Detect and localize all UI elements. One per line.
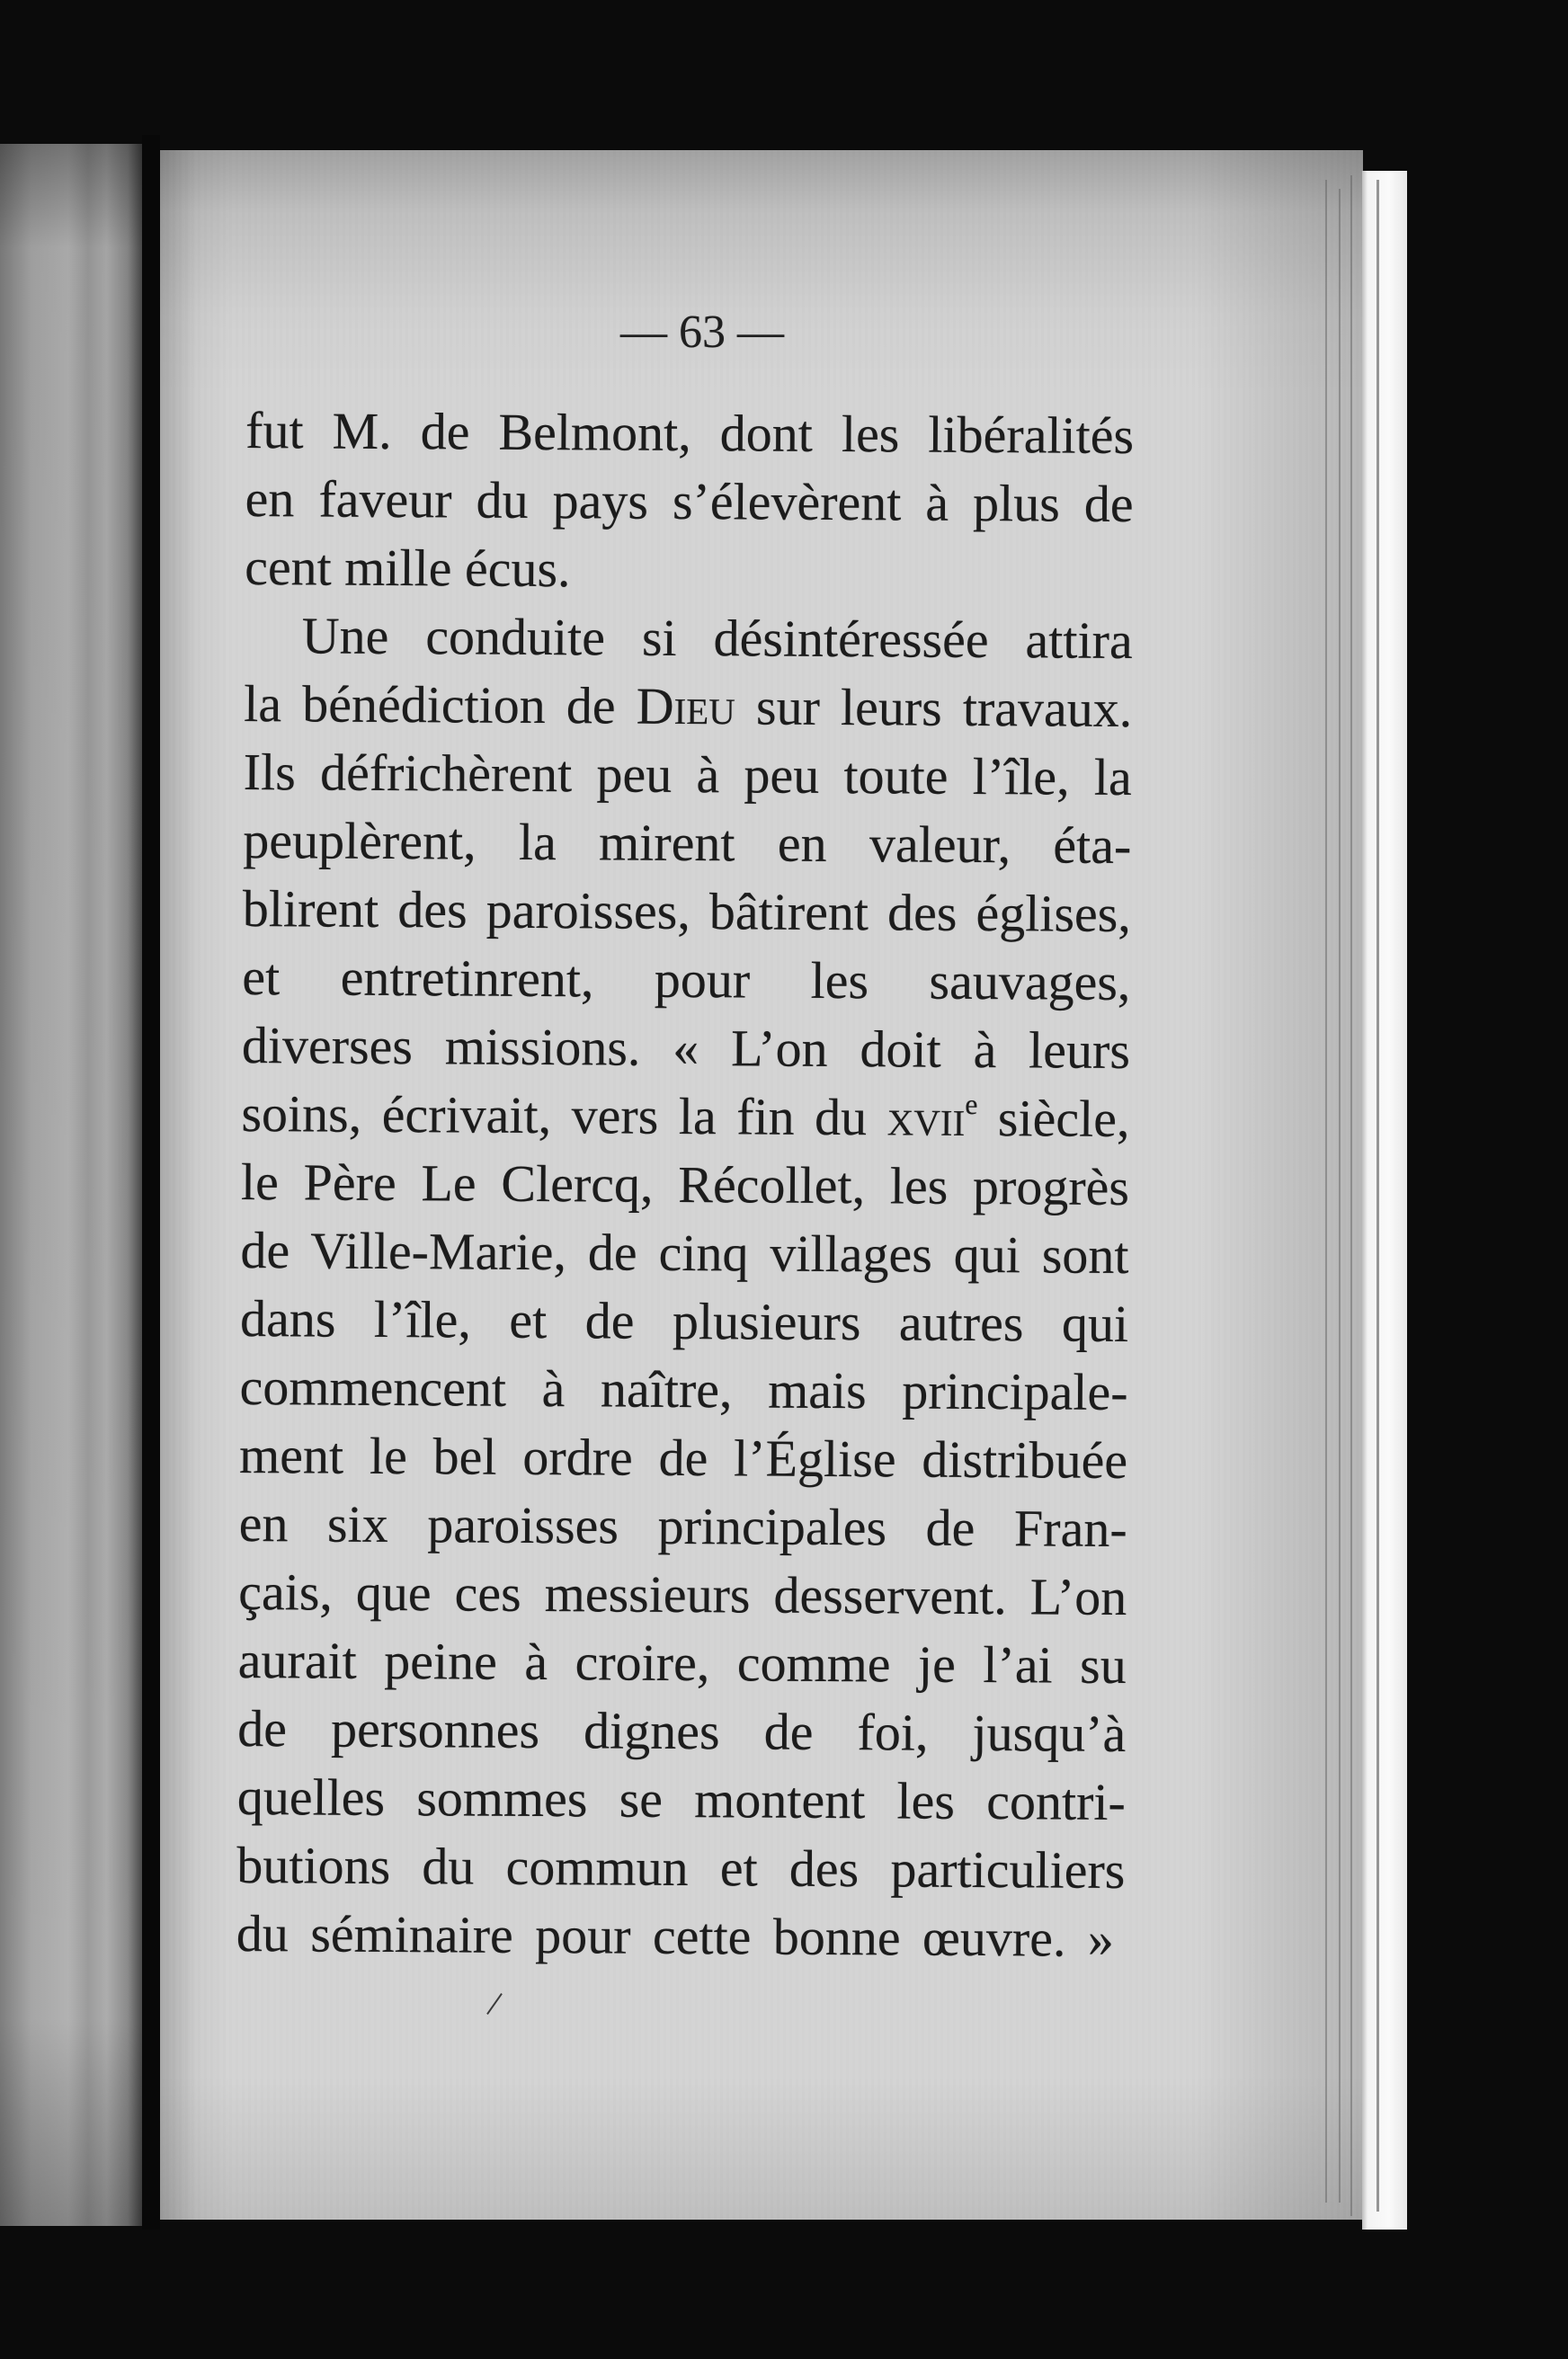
text-line: aurait peine à croire, comme je l’ai su bbox=[237, 1630, 1127, 1696]
text-line: cent mille écus. bbox=[244, 537, 571, 599]
text-line: du séminaire pour cette bonne œuvre. » bbox=[236, 1903, 1115, 1968]
paragraph bbox=[236, 601, 1133, 1973]
text-line: fut M. de Belmont, dont les libéralités bbox=[245, 400, 1135, 466]
text-line: ment le bel ordre de l’Église distribuée bbox=[238, 1425, 1128, 1491]
text-segment: soins, écrivait, vers la fin du bbox=[241, 1083, 887, 1147]
paragraph bbox=[245, 396, 1134, 607]
page-number: — 63 — bbox=[620, 307, 784, 358]
page-text bbox=[236, 396, 1135, 1973]
text-line: Une conduite si désintéressée attira bbox=[301, 606, 1133, 671]
text-line: le Père Le Clercq, Récollet, les progrès bbox=[240, 1152, 1130, 1217]
superscript: e bbox=[965, 1088, 978, 1121]
small-caps-word: Dieu bbox=[636, 676, 736, 736]
page-fore-edge bbox=[1362, 171, 1407, 2230]
text-line: peuplèrent, la mirent en valeur, éta- bbox=[243, 810, 1132, 876]
text-line: en six paroisses principales de Fran- bbox=[238, 1493, 1127, 1559]
fore-edge-line bbox=[1376, 180, 1379, 2212]
text-line: et entretinrent, pour les sauvages, bbox=[242, 947, 1131, 1012]
gutter-shadow bbox=[142, 135, 160, 2230]
text-line: de personnes dignes de foi, jusqu’à bbox=[237, 1698, 1127, 1764]
text-line: dans l’île, et de plusieurs autres qui bbox=[239, 1288, 1129, 1354]
text-segment: sur leurs travaux. bbox=[735, 677, 1133, 739]
text-line: blirent des paroisses, bâtirent des églises, bbox=[242, 878, 1132, 944]
text-line: de Ville-Marie, de cinq villages qui sont bbox=[240, 1220, 1129, 1286]
text-line: butions du commun et des particuliers bbox=[236, 1835, 1126, 1901]
book-page bbox=[160, 150, 1363, 2220]
page-stack-edge bbox=[1325, 180, 1327, 2203]
text-line: çais, que ces messieurs desservent. L’on bbox=[238, 1562, 1127, 1627]
text-segment: la bénédiction de bbox=[244, 673, 637, 735]
page-stack-edge bbox=[1339, 189, 1341, 2203]
text-line: commencent à naître, mais principale- bbox=[239, 1357, 1128, 1422]
page-stack-edge bbox=[1350, 175, 1352, 2216]
text-line: Ils défrichèrent peu à peu toute l’île, la bbox=[243, 742, 1132, 807]
text-line: en faveur du pays s’élevèrent à plus de bbox=[245, 468, 1134, 534]
text-segment: siècle, bbox=[977, 1088, 1130, 1149]
century-numeral: xvii bbox=[886, 1088, 966, 1147]
text-line bbox=[244, 670, 1132, 743]
facing-page-left bbox=[0, 144, 142, 2226]
text-line: diverses missions. « L’on doit à leurs bbox=[241, 1015, 1131, 1081]
text-line bbox=[241, 1080, 1129, 1153]
text-line: quelles sommes se montent les contri- bbox=[236, 1767, 1127, 1832]
